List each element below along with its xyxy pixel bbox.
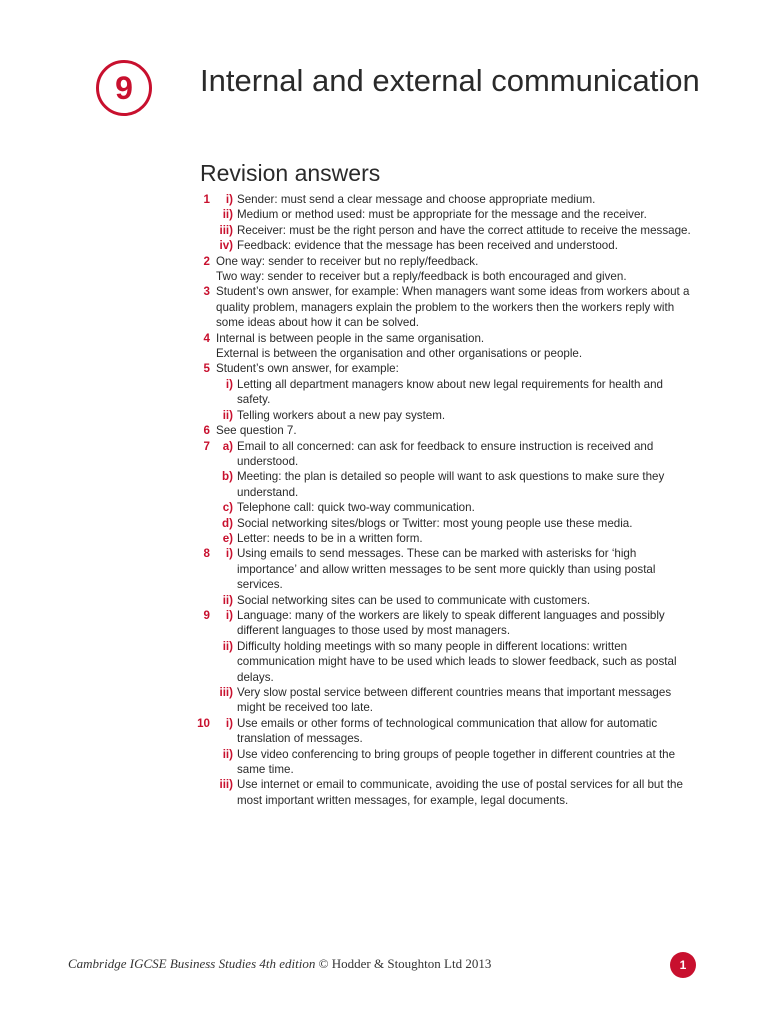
part-text: Use emails or other forms of technological communication that allow for automatic translation of messages.	[237, 716, 658, 746]
chapter-number: 9	[115, 69, 133, 106]
question-number: 3	[203, 285, 210, 299]
part-label: ii)	[222, 747, 233, 761]
footer	[68, 956, 491, 972]
part-text: Letting all department managers know about new legal requirements for health and safety.	[237, 377, 664, 407]
answer-line: Two way: sender to receiver but a reply/feedback is both encouraged and given.	[216, 270, 627, 284]
part-label: i)	[225, 193, 233, 206]
answer-item	[196, 254, 696, 285]
part-text: Social networking sites can be used to communicate with customers.	[237, 593, 591, 607]
part-label: ii)	[222, 408, 233, 422]
answer-item	[196, 192, 696, 254]
answer-item	[196, 423, 696, 438]
part-text: Language: many of the workers are likely to speak different languages and possibly different languages to those used by most managers.	[237, 608, 665, 638]
part-label: a)	[222, 439, 233, 453]
answer-item	[196, 331, 696, 362]
page-title: Internal and external communication	[200, 63, 700, 98]
part-label: ii)	[222, 208, 233, 222]
answer-line: Student’s own answer, for example:	[216, 362, 399, 376]
question-number: 8	[203, 547, 210, 561]
part-label: b)	[222, 470, 233, 484]
answer-part	[216, 685, 696, 716]
part-label: iv)	[219, 239, 233, 253]
answer-body	[216, 608, 696, 716]
answer-part	[216, 439, 696, 470]
question-number: 1	[203, 193, 210, 206]
part-text: Medium or method used: must be appropriate for the message and the receiver.	[237, 208, 647, 222]
answer-line: One way: sender to receiver but no reply/feedback.	[216, 254, 479, 268]
part-text: Using emails to send messages. These can be marked with asterisks for ‘high importance’ and allow written messages to be sent more quickly than using postal services.	[237, 547, 656, 592]
part-label: iii)	[219, 778, 233, 792]
part-text: Use internet or email to communicate, avoiding the use of postal services for all but the most important written messages, for example, legal documents.	[237, 778, 683, 807]
part-label: i)	[225, 608, 233, 622]
section-title: Revision answers	[200, 160, 381, 186]
answer-body	[216, 361, 696, 423]
answer-line: Student’s own answer, for example: When managers want some ideas from workers about a quality problem, managers explain the problem to the workers then the workers reply with some ideas about how it can be solved.	[216, 285, 690, 330]
question-number: 9	[203, 608, 210, 622]
part-text: Use video conferencing to bring groups of people together in different countries at the same time.	[237, 747, 676, 777]
part-label: e)	[222, 531, 233, 545]
part-label: iii)	[219, 223, 233, 237]
part-text: Receiver: must be the right person and have the correct attitude to receive the message.	[237, 223, 691, 237]
answer-body	[216, 439, 696, 547]
answer-body	[216, 546, 696, 608]
answer-line: Internal is between people in the same organisation.	[216, 331, 485, 345]
answer-body	[216, 192, 696, 254]
answer-line: See question 7.	[216, 424, 297, 438]
question-number: 7	[203, 439, 210, 453]
answer-body	[216, 254, 696, 285]
page-number-badge	[670, 952, 696, 978]
answer-part	[216, 469, 696, 500]
part-text: Email to all concerned: can ask for feedback to ensure instruction is received and understood.	[237, 439, 654, 468]
part-text: Meeting: the plan is detailed so people will want to ask questions to make sure they understand.	[237, 470, 665, 499]
answer-part	[216, 192, 696, 207]
answer-part	[216, 716, 696, 747]
question-number: 6	[203, 424, 210, 438]
answers-list	[196, 192, 696, 808]
answer-line: External is between the organisation and other organisations or people.	[216, 347, 583, 361]
answer-part	[216, 223, 696, 238]
answer-part	[216, 516, 696, 531]
answer-part	[216, 531, 696, 546]
answer-part	[216, 546, 696, 592]
answer-body	[216, 284, 696, 330]
part-text: Letter: needs to be in a written form.	[237, 531, 423, 545]
question-number: 10	[197, 716, 210, 730]
answer-body	[216, 716, 696, 808]
answer-part	[216, 639, 696, 685]
answer-part	[216, 777, 696, 808]
answer-item	[196, 284, 696, 330]
answer-item	[196, 546, 696, 608]
answer-part	[216, 377, 696, 408]
part-text: Very slow postal service between different countries means that important messages might be received too late.	[237, 686, 672, 715]
question-number: 5	[203, 362, 210, 376]
part-label: i)	[225, 547, 233, 561]
answer-part	[216, 238, 696, 253]
answer-item	[196, 716, 696, 808]
answer-part	[216, 500, 696, 515]
answer-part	[216, 408, 696, 423]
answer-part	[216, 593, 696, 608]
part-text: Social networking sites/blogs or Twitter: most young people use these media.	[237, 516, 633, 530]
answer-item	[196, 608, 696, 716]
part-label: iii)	[219, 686, 233, 699]
answer-item	[196, 439, 696, 547]
footer-book-title: Cambridge IGCSE Business Studies 4th edition	[68, 956, 316, 971]
part-label: ii)	[222, 639, 233, 653]
question-number: 4	[203, 331, 210, 345]
part-label: ii)	[222, 593, 233, 607]
answer-part	[216, 608, 696, 639]
question-number: 2	[203, 254, 210, 268]
answer-part	[216, 747, 696, 778]
answer-body	[216, 423, 696, 438]
part-text: Sender: must send a clear message and choose appropriate medium.	[237, 193, 596, 206]
part-text: Feedback: evidence that the message has been received and understood.	[237, 239, 618, 253]
answer-item	[196, 361, 696, 423]
part-text: Difficulty holding meetings with so many people in different locations: written communication might have to be used which leads to slower feedback, such as postal delays.	[237, 639, 677, 684]
part-text: Telling workers about a new pay system.	[237, 408, 446, 422]
part-label: i)	[225, 377, 233, 391]
part-label: i)	[225, 716, 233, 730]
part-text: Telephone call: quick two-way communication.	[237, 501, 475, 515]
footer-copyright: © Hodder & Stoughton Ltd 2013	[315, 956, 492, 971]
answer-part	[216, 207, 696, 222]
part-label: d)	[222, 516, 233, 530]
page-number: 1	[679, 958, 687, 972]
part-label: c)	[222, 501, 233, 515]
chapter-number-badge	[96, 60, 152, 116]
answer-body	[216, 331, 696, 362]
